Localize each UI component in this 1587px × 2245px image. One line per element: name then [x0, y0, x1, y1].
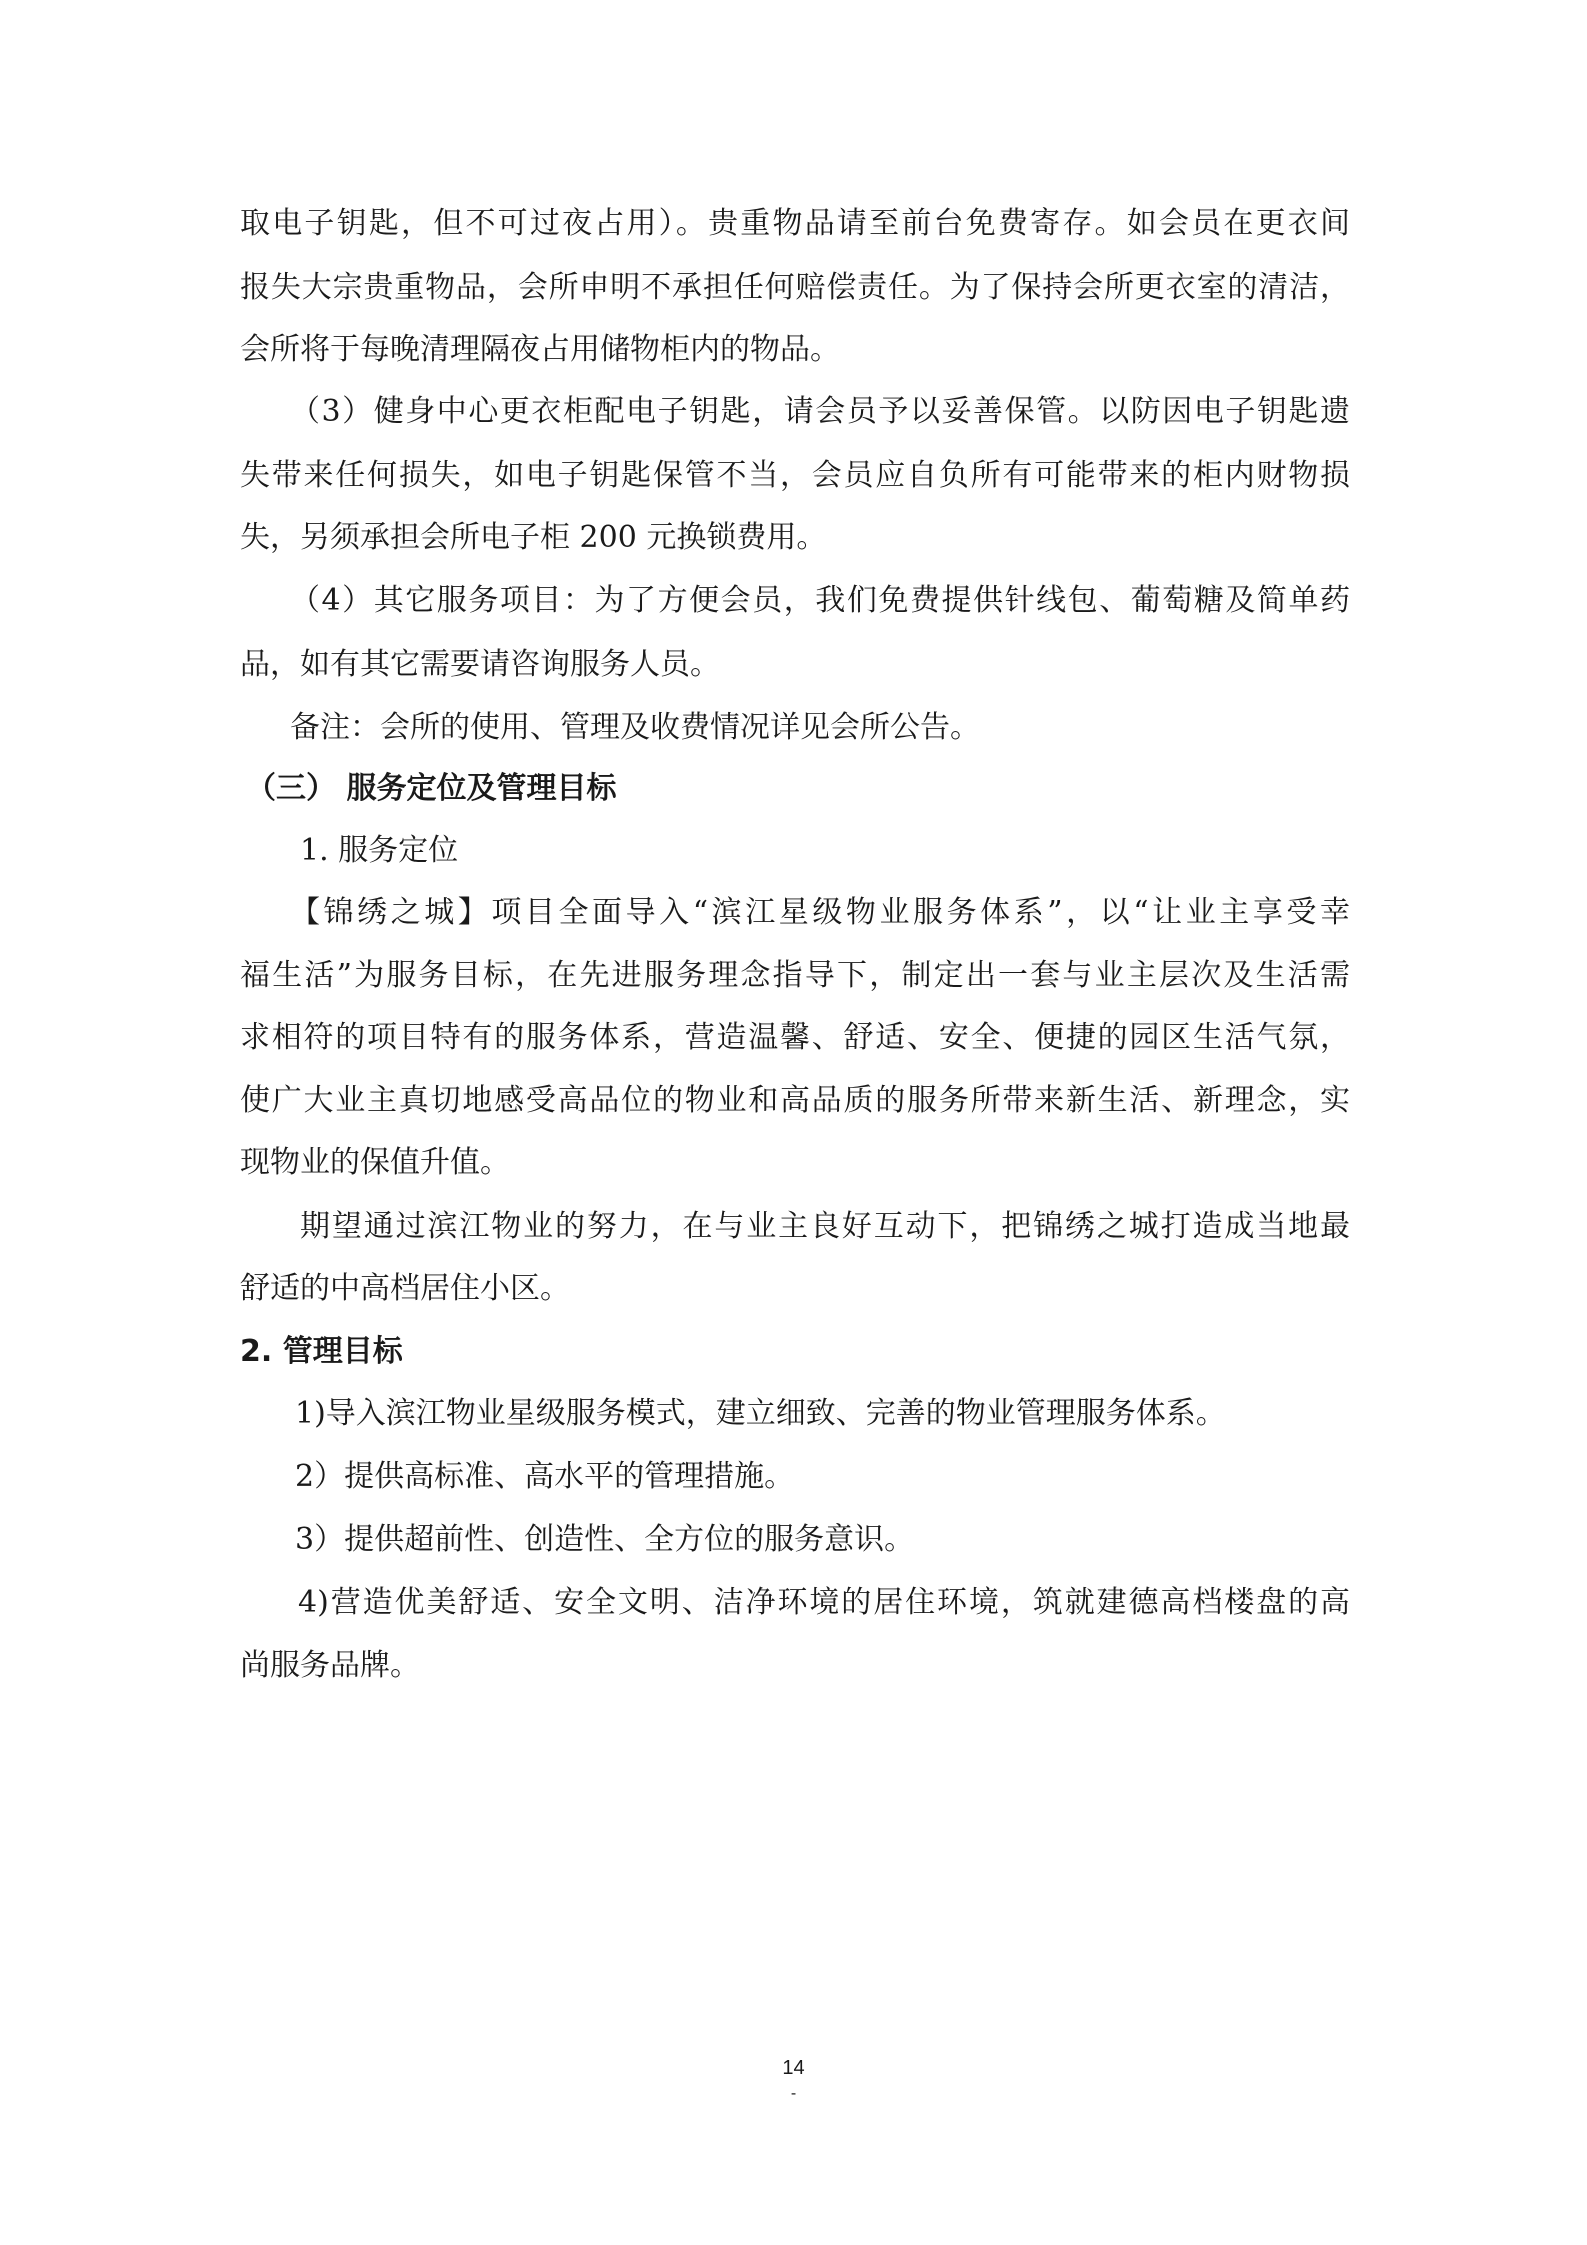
- paragraph-line: 现物业的保值升值。: [240, 1145, 510, 1180]
- list-item: 3）提供超前性、创造性、全方位的服务意识。: [295, 1522, 915, 1557]
- paragraph-line: 【锦绣之城】项目全面导入“滨江星级物业服务体系”，以“让业主享受幸: [290, 895, 1350, 930]
- paragraph-line: 失，另须承担会所电子柜 200 元换锁费用。: [240, 520, 827, 555]
- paragraph-line: 失带来任何损失，如电子钥匙保管不当，会员应自负所有可能带来的柜内财物损: [240, 458, 1350, 493]
- paragraph-line: 取电子钥匙，但不可过夜占用）。贵重物品请至前台免费寄存。如会员在更衣间: [240, 206, 1350, 241]
- section-heading: （三） 服务定位及管理目标: [246, 771, 617, 806]
- paragraph-line: 报失大宗贵重物品，会所申明不承担任何赔偿责任。为了保持会所更衣室的清洁，: [240, 270, 1350, 305]
- paragraph-line: （3）健身中心更衣柜配电子钥匙，请会员予以妥善保管。以防因电子钥匙遗: [290, 394, 1350, 429]
- paragraph-line: 期望通过滨江物业的努力，在与业主良好互动下，把锦绣之城打造成当地最: [300, 1209, 1350, 1244]
- paragraph-line: 会所将于每晚清理隔夜占用储物柜内的物品。: [240, 332, 840, 367]
- paragraph-line: 求相符的项目特有的服务体系，营造温馨、舒适、安全、便捷的园区生活气氛，: [240, 1020, 1350, 1055]
- note-line: 备注：会所的使用、管理及收费情况详见会所公告。: [290, 710, 980, 745]
- list-item: 1)导入滨江物业星级服务模式，建立细致、完善的物业管理服务体系。: [295, 1396, 1226, 1431]
- subsection-heading: 1. 服务定位: [300, 833, 459, 868]
- list-item-continuation: 尚服务品牌。: [240, 1648, 420, 1683]
- paragraph-line: 福生活”为服务目标，在先进服务理念指导下，制定出一套与业主层次及生活需: [240, 958, 1350, 993]
- list-item: 4)营造优美舒适、安全文明、洁净环境的居住环境，筑就建德高档楼盘的高: [298, 1585, 1350, 1620]
- footer-dash: -: [790, 2085, 797, 2102]
- paragraph-line: 品，如有其它需要请咨询服务人员。: [240, 647, 720, 682]
- subsection-heading: 2. 管理目标: [240, 1334, 403, 1369]
- paragraph-line: 使广大业主真切地感受高品位的物业和高品质的服务所带来新生活、新理念，实: [240, 1083, 1350, 1118]
- list-item: 2）提供高标准、高水平的管理措施。: [295, 1459, 795, 1494]
- paragraph-line: （4）其它服务项目：为了方便会员，我们免费提供针线包、葡萄糖及简单药: [290, 583, 1350, 618]
- paragraph-line: 舒适的中高档居住小区。: [240, 1271, 570, 1306]
- page-number: 14: [782, 2057, 805, 2079]
